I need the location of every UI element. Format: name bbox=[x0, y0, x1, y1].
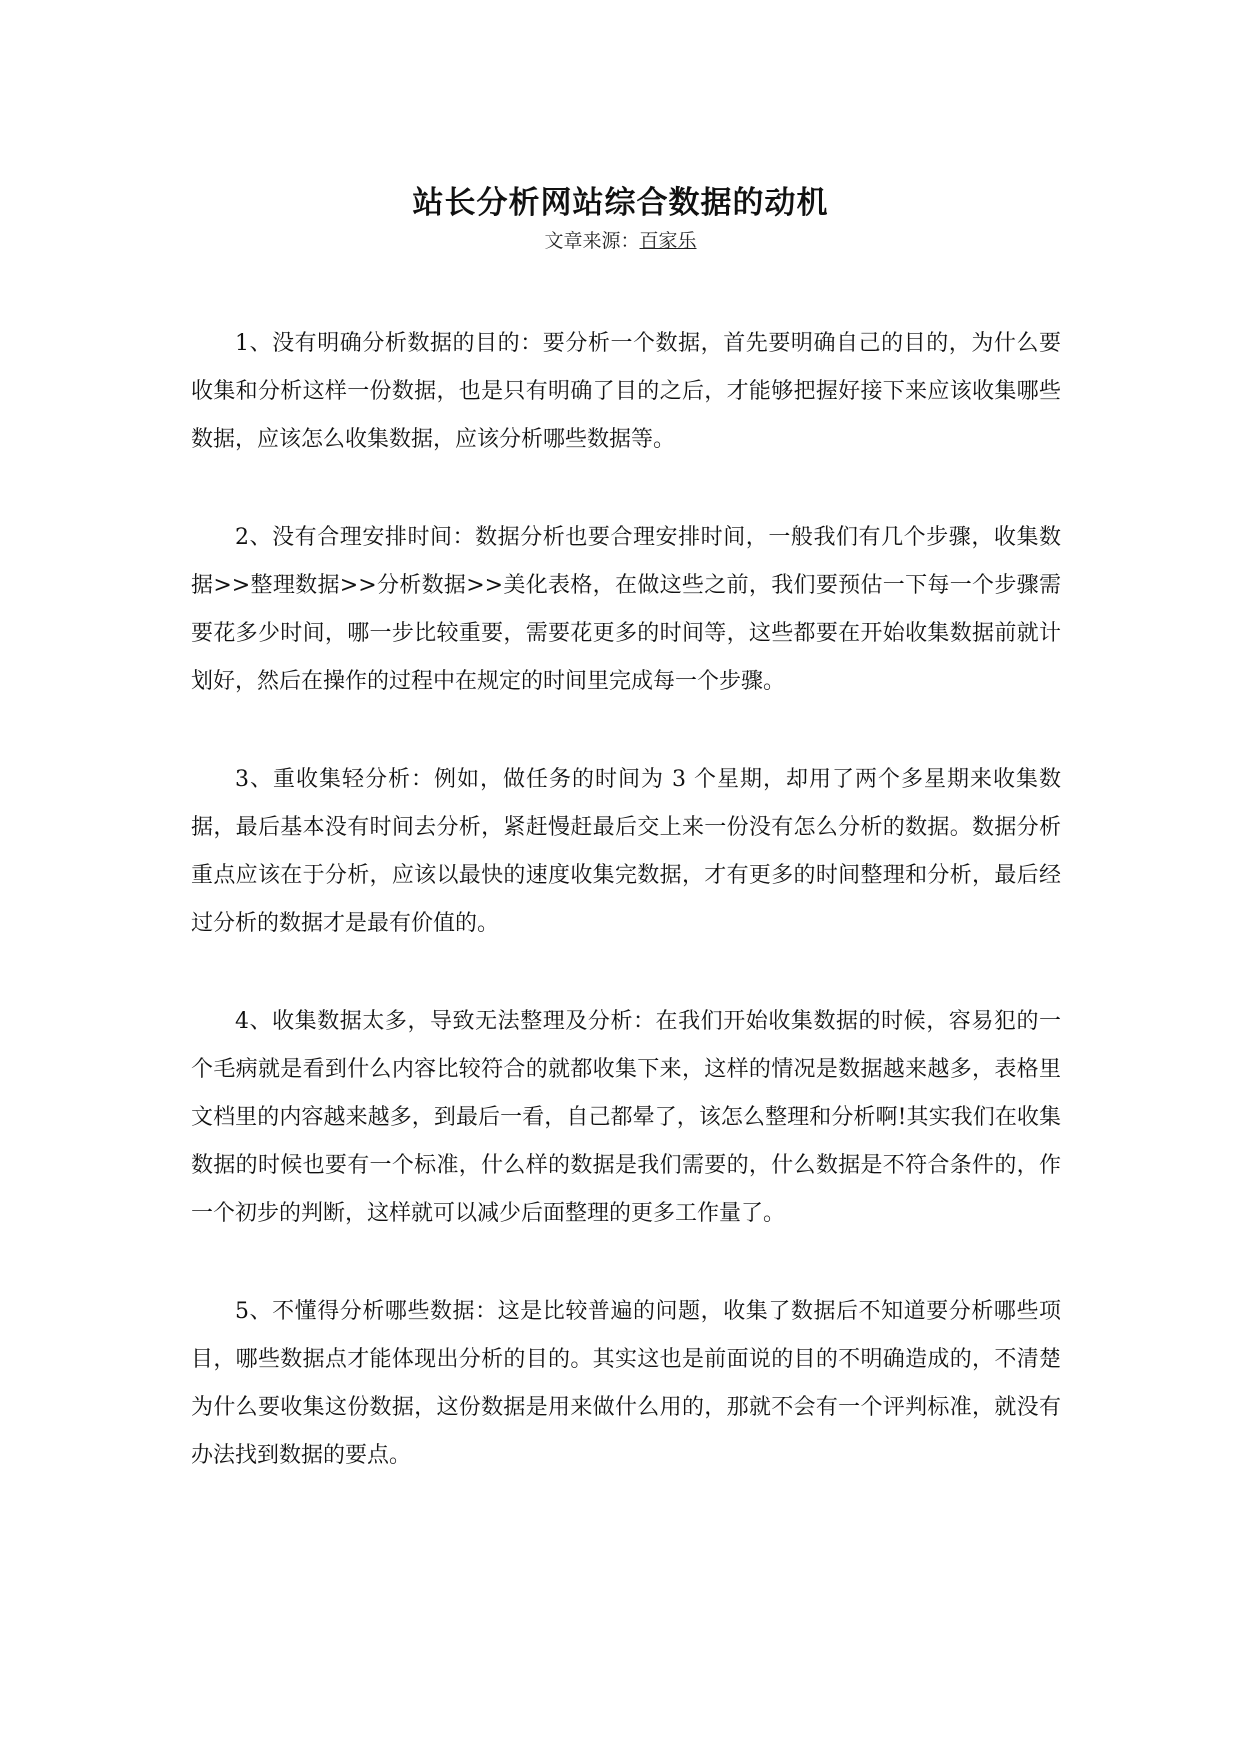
paragraph-4: 4、收集数据太多，导致无法整理及分析：在我们开始收集数据的时候，容易犯的一个毛病就是看到什么内容比较符合的就都收集下来，这样的情况是数据越来越多，表格里文档里的内容越来越多，到最后一看，自己都晕了，该怎么整理和分析啊!其实我们在收集数据的时候也要有一个标准，什么样的数据是我们需要的，什么数据是不符合条件的，作一个初步的判断，这样就可以减少后面整理的更多工作量了。 bbox=[191, 1009, 1061, 1226]
article-body bbox=[191, 320, 1061, 1530]
paragraph-2: 2、没有合理安排时间：数据分析也要合理安排时间，一般我们有几个步骤，收集数据>>整理数据>>分析数据>>美化表格，在做这些之前，我们要预估一下每一个步骤需要花多少时间，哪一步比较重要，需要花更多的时间等，这些都要在开始收集数据前就计划好，然后在操作的过程中在规定的时间里完成每一个步骤。 bbox=[191, 525, 1061, 694]
paragraph-1: 1、没有明确分析数据的目的：要分析一个数据，首先要明确自己的目的，为什么要收集和分析这样一份数据，也是只有明确了目的之后，才能够把握好接下来应该收集哪些数据，应该怎么收集数据，应该分析哪些数据等。 bbox=[191, 331, 1061, 452]
paragraph-3: 3、重收集轻分析：例如，做任务的时间为 3 个星期，却用了两个多星期来收集数据，最后基本没有时间去分析，紧赶慢赶最后交上来一份没有怎么分析的数据。数据分析重点应该在于分析，应该以最快的速度收集完数据，才有更多的时间整理和分析，最后经过分析的数据才是最有价值的。 bbox=[191, 767, 1061, 936]
source-label: 文章来源： bbox=[544, 230, 640, 252]
page-title: 站长分析网站综合数据的动机 bbox=[412, 184, 829, 221]
paragraph-5: 5、不懂得分析哪些数据：这是比较普遍的问题，收集了数据后不知道要分析哪些项目，哪些数据点才能体现出分析的目的。其实这也是前面说的目的不明确造成的，不清楚为什么要收集这份数据，这份数据是用来做什么用的，那就不会有一个评判标准，就没有办法找到数据的要点。 bbox=[191, 1299, 1061, 1468]
source-link[interactable]: 百家乐 bbox=[639, 230, 697, 252]
article-source bbox=[0, 227, 1241, 255]
